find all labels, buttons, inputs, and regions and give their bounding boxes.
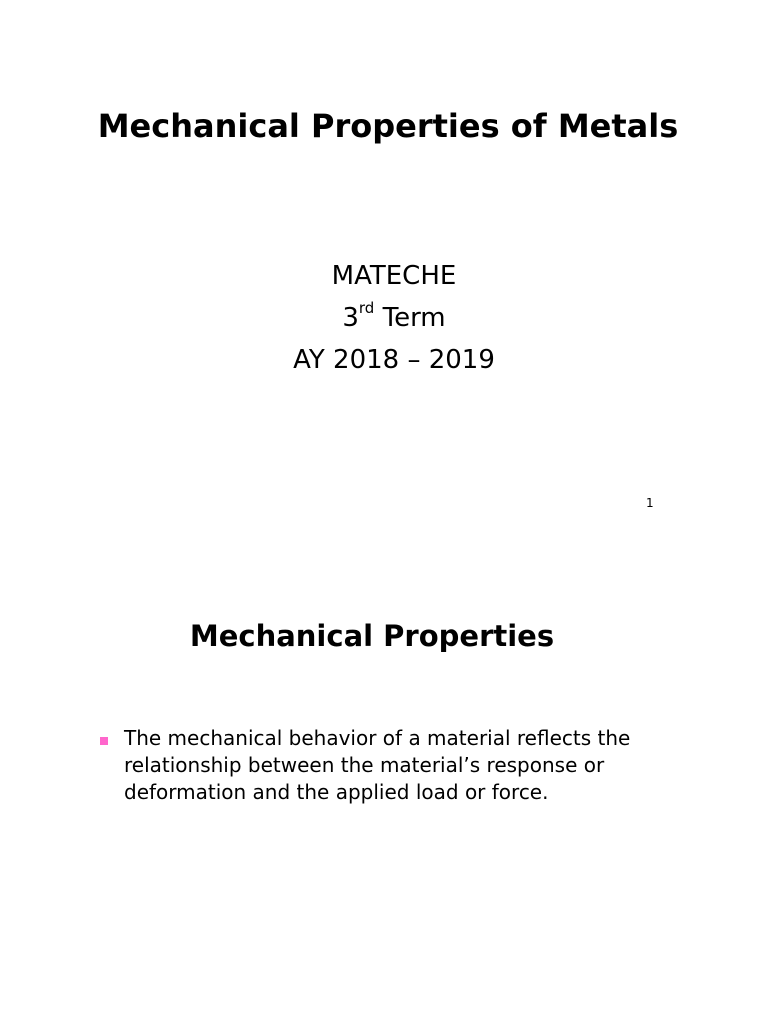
term-line	[0, 297, 768, 339]
square-bullet-icon	[100, 737, 108, 745]
term-suffix: rd	[358, 299, 375, 318]
term-number: 3	[342, 303, 359, 333]
section-title: Mechanical Properties	[189, 619, 555, 653]
slide-title: Mechanical Properties of Metals	[97, 107, 679, 145]
bullet-text: The mechanical behavior of a material reflects the relationship between the material’s response or deformation and the applied load or force.	[124, 726, 631, 804]
course-code: MATECHE	[331, 261, 457, 291]
slide-subtitle-block	[0, 255, 768, 381]
page-number: 1	[646, 496, 654, 510]
academic-year: AY 2018 – 2019	[293, 345, 495, 375]
term-word: Term	[382, 303, 446, 333]
